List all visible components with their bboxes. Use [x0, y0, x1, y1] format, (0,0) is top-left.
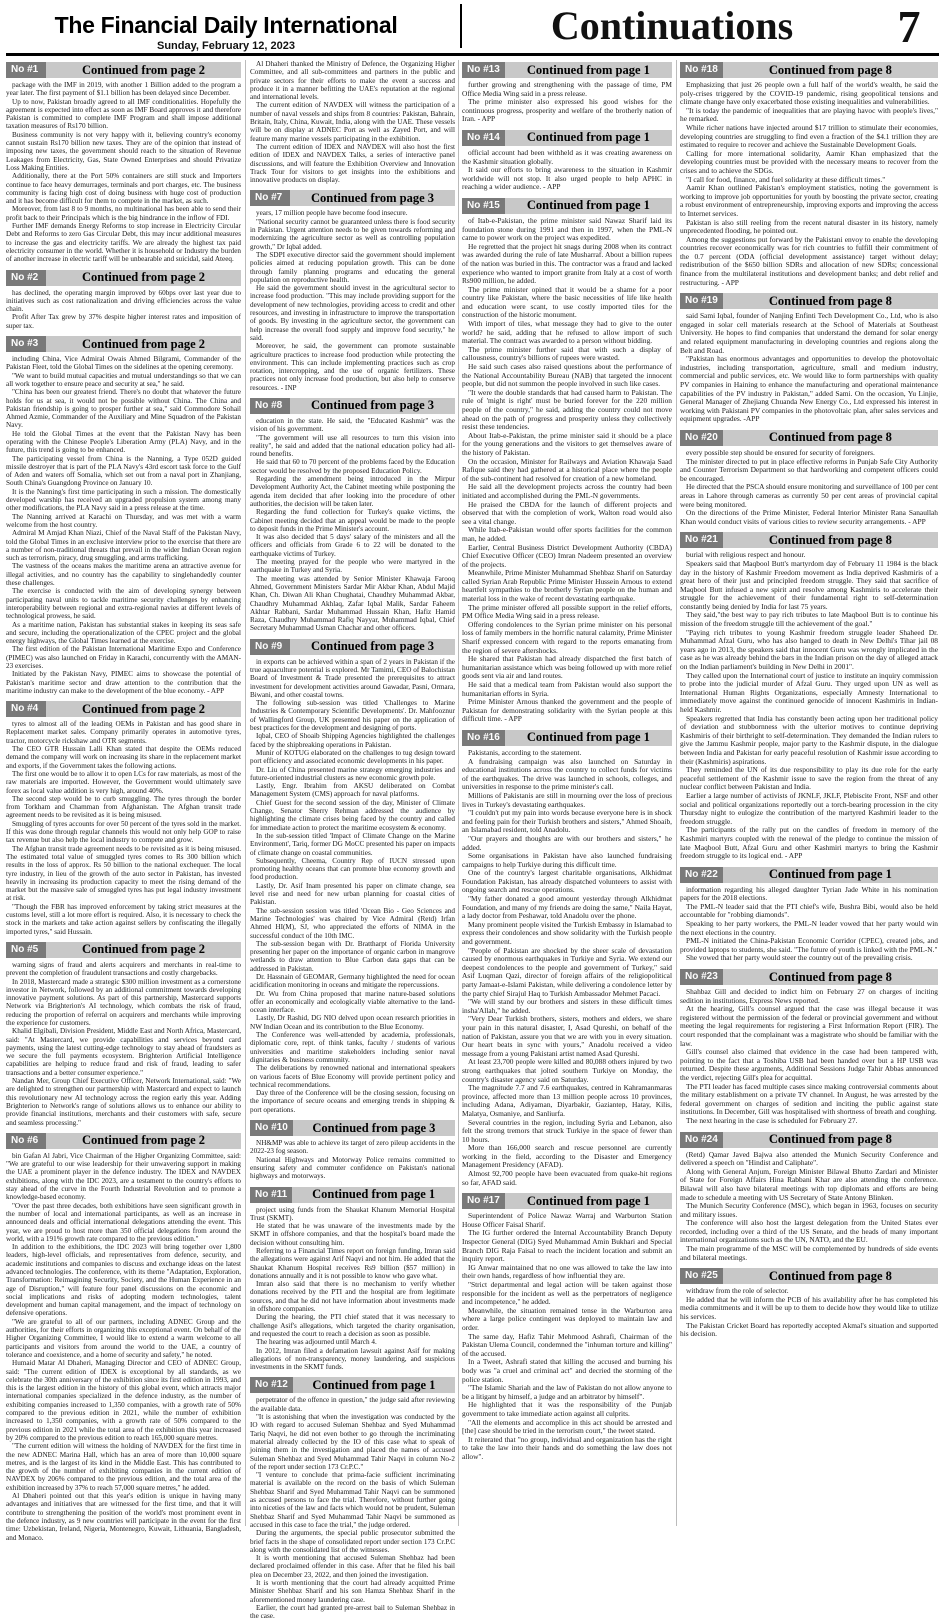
story-paragraph: NH&MP was able to achieve its target of zero pileup accidents in the 2022-23 fog season. — [250, 1139, 455, 1156]
masthead — [0, 0, 945, 52]
continuation-number: No #11 — [250, 1187, 292, 1203]
continuation-number: No #12 — [250, 1377, 293, 1393]
story-paragraph: While Itab-e-Pakistan would offer sports facilities for the common man, he added. — [462, 525, 672, 543]
continuation-header — [680, 867, 938, 883]
continuation-story — [250, 639, 455, 1114]
continuation-label: Continued from page 1 — [312, 1187, 436, 1202]
story-paragraph: perpetrator of the offence in question," the judge said after reviewing the available data. — [250, 1396, 455, 1413]
story-paragraph: Chief Guest for the second session of the day, Minister of Climate Change, Senator Sherry Rehman addressed the audience by highlighting the climate crises being faced by the country and called for immediate action to protect the maritime ecosystem & economy. — [250, 798, 455, 832]
story-paragraph: of Itab-e-Pakistan, the prime minister said Nawaz Sharif laid its foundation stone during 1991 and then in 1997, when the PML-N came to power work on the project was expedited. — [462, 215, 672, 243]
story-paragraph: burial with religious respect and honour. — [686, 550, 806, 560]
story-paragraph: More than 166,000 search and rescue personnel are currently working in the field, according to the Disaster and Emergency Management Presidency (AFAD). — [462, 1143, 672, 1170]
continuation-story — [680, 1268, 938, 1339]
continuation-number: No #15 — [462, 198, 505, 214]
story-paragraph: While richer nations have injected around $17 trillion to stimulate their economies, developing countries are struggling to find even a fraction of the $4.1 trillion they are estimated to require to recover and achieve the Sustainable Development Goals. — [680, 122, 938, 150]
header-divider — [460, 4, 462, 48]
story-paragraph: Up to now, Pakistan broadly agreed to all IMF conditionalities. Hopefully the agreement is expected into effect as soon as IMF Board approves it and therefore Pakistan is committed to complete IMF Program and shall impose additional taxation measures of Rs170 billion. — [6, 97, 241, 131]
story-paragraph: Superintendent of Police Nawaz Warraj and Warburton Station House Officer Faisal Sharif. — [462, 1211, 672, 1229]
story-paragraph: Moreover, he said, the government can promote sustainable agriculture practices to increase food production while protecting the environment. This can include implementing practices such as crop rotation, intercropping, and the use of organic fertilizers. These practices not only increase food production, but also help to conserve resources. - INP — [250, 342, 455, 392]
story-paragraph: Offering condolences to the Syrian prime minister on his personal loss of family members in the horrific natural calamity, Prime Minister Sharif expressed concern with regard to the reports emanating from the region of severe aftershocks. — [462, 619, 672, 655]
continuation-number: No #7 — [250, 190, 290, 206]
continuation-number: No #14 — [462, 130, 505, 146]
story-paragraph: The Nanning arrived at Karachi on Thursday, and was met with a warm welcome from the host country. — [6, 512, 241, 529]
masthead-left — [6, 4, 446, 52]
continuation-number: No #3 — [6, 336, 46, 352]
story-paragraph: said Sami Iqbal, founder of Nanjing Enfinti Tech Development Co., Ltd, who is also engaged in solar cell materials research at the School of Materials at Southeast University. He hopes to find companies that understand the demand for solar energy and related equipment manufacturing in developing countries and regions along the Belt and Road. — [680, 311, 938, 355]
continuation-header — [6, 701, 241, 717]
continuation-story — [6, 1133, 241, 1542]
newspaper-name: The Financial Daily International — [54, 12, 398, 38]
story-paragraph: Lastly, Dr. Asif Inam presented his paper on climate change, sea level rise and need for new urban planning for coastal cities of Pakistan. — [250, 881, 455, 907]
continuation-label: Continued from page 2 — [81, 1133, 206, 1148]
story-paragraph: "Over the past three decades, both exhibitions have seen significant growth in the number of local and international participants, as well as an increase in announced deals and official international delegations attending the event. This year, we are proud to host more than 350 official delegations from around the world, with a 191% growth rate compared to the previous edition." — [6, 1201, 241, 1243]
issue-date: Sunday, February 12, 2023 — [157, 40, 295, 52]
continuation-label: Continued from page 8 — [768, 293, 892, 308]
header-rule — [6, 53, 939, 56]
story-paragraph: The Conference was well-attended by academia, professionals, diplomatic core, rept. of think tanks, faculty / students of various universities and maritime stakeholders including senior naval dignitaries & business community. — [250, 1031, 455, 1064]
story-paragraph: He said all the development projects across the country had been initiated and accomplished during the PML-N governments. — [462, 482, 672, 500]
story-paragraph: They reminded the UN of its due responsibility to play its due role for the early peaceful settlement of the Kashmir issue to save the region from the threat of any nuclear conflict between Pakistan and India. — [680, 765, 938, 792]
story-paragraph: "I couldn't put my pain into words because everyone here is in shock and feeling pain for their Turkish brothers and sisters," Ahmed Shoaib, an Islamabad resident, told Anadolu. — [462, 808, 672, 835]
continuation-header — [462, 130, 672, 146]
continuation-label: Continued from page 8 — [768, 1132, 892, 1147]
continuation-label: Continued from page 1 — [768, 867, 892, 882]
story-paragraph: every possible step should be ensured for security of foreigners. — [686, 447, 875, 457]
story-paragraph: "Paying rich tributes to young Kashmir freedom struggle leader Shaheed Dr. Muhammad Afzal Guru, who has also hanged to death in New Delhi's Tihar jail 08 years ago in 2013, the speakers said that innocent Guru was wrongly implicated in the case as he was already behind the bars in the Indian prison on the day of alleged attack on the Indian parliament's building in New Delhi in 2001". — [680, 627, 938, 672]
story-paragraph: The Afghan transit trade agreement needs to be revisited as it is being misused. The estimated total value of smuggled tyres comes to Rs 300 billion which results in the loss of approx. Rs 50 billion to the national exchequer. The local tyre industry, in lieu of the growth of the auto sector in Pakistan, has invested heavily in increasing its production capacity to meet the rising demand of the market but the massive sale of smuggled tyres has put legal industry investment at risk. — [6, 844, 241, 903]
story-paragraph: It said our efforts to bring awareness to the situation in Kashmir worldwide will not stop. It also urged people to help APHC in reaching a wider audience. - APP — [462, 165, 672, 192]
story-paragraph: The prime minister offered all possible support in the relief efforts, PM Office Media Wing said in a press release. — [462, 602, 672, 621]
continuation-story — [6, 701, 241, 936]
story-paragraph: Dr. Hassnain of GEOMAR, Germany highlighted the need for ocean acidification monitoring in oceans and mitigate the repercussions. — [250, 972, 455, 990]
story-paragraph: Dr. Wu from China proposed that marine nature-based solutions offer an economically and ecologically viable alternative to the land-ocean interface. — [250, 989, 455, 1015]
story-paragraph: Gill's counsel also claimed that evidence in the case had been tampered with, pointing to the fact that a Toshiba USB had been handed over but a HP USB was returned. Despite these arguments, Additional Sessions Judge Tahir Abbas announced the verdict, rejecting Gill's plea for acquittal. — [680, 1047, 938, 1082]
story-paragraph: She vowed that her party would steer the country out of the prevailing crisis. — [686, 953, 913, 963]
story-paragraph: Aamir Khan outlined Pakistan's employment statistics, noting the government is working to improve job opportunities for youth by boosting the private sector, creating a robust environment of entrepreneurship, improving exports and improving the access to Internet services. — [680, 183, 938, 218]
story-paragraph: The first one would be to allow it to open LCs for raw materials, as most of the raw materials are imported. However, the Government would ultimately save forex as local value addition is very high, around 40%. — [6, 769, 241, 795]
story-paragraph: The conference will also host the largest delegation from the United States ever recorded, including over a third of the US Senate, and the heads of many important international organizations such as the UN, NATO, and the EU. — [680, 1218, 938, 1245]
story-paragraph: Speaking to her party workers, the PML-N leader vowed that her party would win the next elections in the country. — [680, 919, 938, 937]
continuation-story — [462, 130, 672, 192]
story-paragraph: Speakers said that Maqbool Butt's martyrdom day of February 11 1984 is the black day in the history of Kashmir Freedom movement as India deprived Kashmiris of a great hero of their just and principled freedom struggle. They said that sacrifice of Maqbool Butt infused a new spirit and resolve among Kashmiris to accelerate their struggle for the achievement of their fundamental right to self-determination constantly being denied by India for last 75 years. — [680, 558, 938, 611]
continuation-story — [6, 270, 241, 330]
continuation-header — [6, 942, 241, 958]
story-paragraph: Nandan Mer, Group Chief Executive Officer, Network International, said: "We are delighted to strengthen our partnership with Mastercard and expect to launch this revolutionary new AI technology across the region early this year. Adding Brighterion to Network's range of solutions allows us to enhance our ability to provide financial institutions, merchants and their customers with safe, secure and seamless processing." — [6, 1077, 241, 1127]
column-2 — [250, 60, 455, 1620]
story-paragraph: Several countries in the region, including Syria and Lebanon, also felt the strong tremors that struck Turkiye in the space of fewer than 10 hours. — [462, 1117, 672, 1144]
story-paragraph: Regarding the fund collection for Turkey's quake victims, the Cabinet meeting decided that an appeal would be made to the people to deposit funds in the Prime Minister's account. — [250, 508, 455, 533]
continuation-header — [250, 1377, 455, 1393]
story-paragraph: He praised the CBDA for the launch of different projects and observed that with the completion of work, Walton road would also see a vital change. — [462, 499, 672, 526]
story-paragraph: It was also decided that 5 days' salary of the ministers and all the officers and officials from Grade 6 to 22 will be donated to the earthquake victims of Turkey. — [250, 533, 455, 558]
continuation-header — [680, 430, 938, 446]
story-paragraph: The participating vessel from China is the Nanning, a Type 052D guided missile destroyer that is part of the PLA Navy's 43rd escort task force to the Gulf of Aden and waters off Somalia, which set out from a naval port in Zhanjiang, South China's Guangdong Province on January 10. — [6, 454, 241, 488]
story-paragraph: As a maritime nation, Pakistan has substantial stakes in keeping its seas safe and secure, including the operationalization of the CPEC project and the global energy highways, the Global Times learned at the exercise. — [6, 620, 241, 646]
story-paragraph: years, 17 million people have become food insecure. — [256, 209, 408, 218]
continuation-number: No #8 — [250, 398, 290, 414]
story-paragraph: It is worth mentioning that the court had already acquitted Prime Minister Shehbaz Sharif and his son Hamza Shehbaz Sharif in the aforementioned money laundering case. — [250, 1578, 455, 1604]
column-4 — [680, 60, 938, 1526]
continuation-label: Continued from page 2 — [81, 62, 206, 77]
story-paragraph: The current edition of IDEX and NAVDEX will also host the first edition of IDEX and NAVDEX Talks, a series of interactive panel discussions, and will feature the Exhibition Overview and Innovation Track Tour for visitors to get insights into the exhibitions and innovative products on display. — [250, 142, 455, 185]
story-paragraph: Regarding the amendment being introduced in the Mirpur Development Authority Act, the Cabinet meeting while postponing the agenda item decided that after looking into the procedure of other authorities, the decision will be taken later. — [250, 475, 455, 508]
story-paragraph: In 2018, Mastercard made a strategic $300 million investment as a cornerstone investor in Network, followed by an additional commitment towards developing innovative payment solutions. As part of this partnership, Mastercard supports Network via Brighterion's AI technology, which combats the risk of fraud, reducing the proportion of referral on acquirers and merchants while improving the experience for customers. — [6, 977, 241, 1027]
story-paragraph: Prime Minister Arnous thanked the government and the people of Pakistan for demonstrating solidarity with the Syrian people at this difficult time. - APP — [462, 697, 672, 724]
continuation-label: Continued from page 2 — [81, 336, 206, 351]
continuation-header — [6, 270, 241, 286]
story-paragraph: He highlighted that it was the responsibility of the Punjab government to take immediate action against all culprits. — [462, 1400, 672, 1418]
story-paragraph: The following sub-session was titled 'Challenges to Marine Industries & Contemporary Scientific Developments'. Dr. Mahfooznur of Wallingford Group, UK presented his paper on the application of best practices for the development and designing of ports. — [250, 699, 455, 733]
story-paragraph: Speakers regretted that India has constantly been acting upon her traditional policy of deviation and stubbornness with the ulterior motives to continue depriving Kashmiris of their birthright to self-determination. They demanded the Indian rulers to give the Jammu Kashmir people, major party to the Kashmir dispute, in the dialogue between India and Pakistan for early peaceful resolution of Kashmir issue according to their (Kashmiris) aspirations. — [680, 713, 938, 766]
story-paragraph: "The government will use all resources to turn this vision into reality", he said and added that the national education policy had all-round benefits. — [250, 433, 455, 459]
story-paragraph: The Munich Security Conference (MSC), which began in 1963, focuses on security and military issues. — [680, 1201, 938, 1219]
continuation-label: Continued from page 1 — [526, 1193, 650, 1208]
continuation-label: Continued from page 8 — [768, 62, 892, 77]
continuation-label: Continued from page 8 — [768, 1268, 892, 1283]
story-paragraph: PML-N initiated the China-Pakistan Economic Corridor (CPEC), created jobs, and provided laptops to students, she said. "The future of youth is linked with the PML-N." — [680, 936, 938, 954]
column-3 — [462, 60, 672, 1526]
continuation-label: Continued from page 8 — [768, 532, 892, 547]
continuation-number: No #20 — [680, 430, 723, 446]
story-paragraph: The hearing was adjourned until March 4. — [256, 1338, 377, 1347]
story-paragraph: On the directions of the Prime Minister, Federal Interior Minister Rana Sanaullah Khan would conduct visits of various cities to review security arrangements. - APP — [680, 508, 938, 526]
story-paragraph: The SDPI executive director said the government should implement policies aimed at reducing population growth. This can be done through family planning programs and educating the general population on reproductive health. — [250, 250, 455, 284]
continuation-header — [250, 1120, 455, 1136]
continuation-label: Continued from page 1 — [526, 730, 650, 745]
story-paragraph: Al Dhaheri thanked the Ministry of Defence, the Organizing Higher Committee, and all sub-committees and partners in the public and private sectors for their efforts to make the event a success and produce it in a manner befitting the UAE's reputation at the regional and international levels. — [250, 60, 455, 102]
story-paragraph: In 2012, Imran filed a defamation lawsuit against Asif for making allegations of non-transparency, money laundering, and suspicious investments in the SKMT funds. — [250, 1346, 455, 1372]
column-divider — [458, 60, 459, 1526]
story-paragraph: "The current edition will witness the holding of NAVDEX for the first time in the new ADNEC Marina Hall, which has an area of more than 10,000 square metres, and is the largest of its kind in the Middle East. This has contributed to the growth of the number of exhibiting companies in the current edition of NAVDEX by 206% compared to the previous edition, and the total area of the exhibition increased by 37% to reach 57,000 square metres," he added. — [6, 1442, 241, 1492]
continuation-label: Continued from page 2 — [81, 270, 206, 285]
story-paragraph: The meeting prayed for the people who were martyred in the earthquake in Turkey and Syria. — [250, 558, 455, 575]
story-paragraph: Shahbaz Gill and decided to indict him on February 27 on charges of inciting sedition in institutions, Express News reported. — [680, 987, 938, 1005]
story-paragraph: education in the state. He said, the "Educated Kashmir" was the vision of his government. — [250, 416, 455, 434]
story-paragraph: The exercise is conducted with the aim of developing synergy between participating naval units to tackle maritime security challenges by enhancing interoperability between regional and extra-regional navies at different levels of technological prowess, he said. — [6, 587, 241, 621]
continuation-story — [462, 730, 672, 1187]
story-paragraph: "All the elements and accomplice in this act should be arrested and [the] case should be tried in the terrorism court," the tweet stated. — [462, 1417, 672, 1436]
story-paragraph: The vastness of the oceans makes the maritime arena an attractive avenue for illegal activities, and no country has the capability to singlehandedly counter these challenges. — [6, 562, 241, 588]
continuation-header — [462, 198, 672, 214]
continuation-label: Continued from page 3 — [310, 639, 435, 654]
story-paragraph: "People of Pakistan are shocked by the sheer scale of devastation caused by enormous earthquakes in Turkiye and Syria. We extend our deepest condolences to the people and government of Turkey," said Asif Luqman Qazi, director of foreign affairs of the religiopolitical party Jamaat-e-Islami Pakistan, while delivering a condolence letter by the party chief Sirajul Haq to Turkish Ambassador Mehmet Pacaci. — [462, 945, 672, 998]
story-paragraph: Munir of KOTUG elaborated on the challenges to tug design toward port efficiency and associated economic developments in his paper. — [250, 748, 455, 766]
continuation-label: Continued from page 1 — [526, 198, 650, 213]
story-paragraph: A fundraising campaign was also launched on Saturday in educational institutions across the country to collect funds for victims of the earthquakes. The drive was launched in schools, colleges, and universities in response to the prime minister's call. — [462, 756, 672, 792]
continuation-story — [6, 942, 241, 1127]
continuation-story — [680, 293, 938, 424]
continuation-number: No #17 — [462, 1193, 505, 1209]
story-paragraph: Subsequently, Cheema, Country Rep of IUCN stressed upon promoting healthy oceans that can promote blue economy growth and food production. — [250, 856, 455, 882]
story-paragraph: The first edition of the Pakistan International Maritime Expo and Conference (PIMEC) was also launched on Friday in Karachi, concurrently with the AMAN-23 exercises. — [6, 645, 241, 670]
continuation-header — [462, 1193, 672, 1209]
story-paragraph: "I call for food, finance, and fuel solidarity at these difficult times." — [686, 174, 886, 184]
continuation-header — [6, 336, 241, 352]
story-paragraph: Millions of Pakistanis are still in mourning over the loss of precious lives in Turkey's devastating earthquakes. — [462, 790, 672, 809]
story-paragraph: "Pakistan has enormous advantages and opportunities to develop the photovoltaic industries, including transportation, agriculture, small and medium industry, commercial and public services, etc. We would like to form partnerships with quality PV companies in Haining to enhance the manufacturing and operational maintenance capabilities of the PV industry in Pakistan," added Sami. On the occasion, Yu Linjie, General Manager of Zhejiang Chuanda New Energy Co., Ltd expressed his interest in working with Pakistani PV companies in the photovoltaic plan, after sales services and equipment upgrades. -APP — [680, 354, 938, 424]
story-paragraph: Lastly, Engr. Ibrahim from AKSU deliberated on Combat Management System (CMS) approach for naval platforms. — [250, 782, 455, 799]
story-paragraph: In addition to the exhibitions, the IDC 2023 will bring together over 1,800 leaders, high-level officials, and representatives from defence, security, and academic institutions and companies to discuss and exchange ideas on the latest advanced technologies. The conference, with its theme "Adaptation, Exploration, Transformation: Reimagining Security, Society, and the Human Experience in an age of Disruption," will feature four panel discussions on the economic and social implications and risks of adopting modern technologies, talent development and human capital management, and the impact of technology on defensive operations. — [6, 1243, 241, 1318]
story-paragraph: Among the suggestions put forward by the Pakistani envoy to enable the developing countries recover economically was for rich countries to fulfill their commitment of the 0.7 percent (ODA (official development assistance) target without delay; redistribution of the $650 billion SDRs and allocation of new SDRs; concessional finance from the multilateral institutions and development banks; and debt relief and restructuring. - APP — [680, 234, 938, 287]
continuation-number: No #25 — [680, 1268, 723, 1284]
story-paragraph: Al Dhaheri pointed out that this year's edition is unique in having many advantages and initiatives that are witnessed for the first time, and that it will contribute to strengthening the position of the world's most prominent event in the defence industry, as 9 new countries will participate in the event for the first time: Uzbekistan, Ireland, Nigeria, Montenegro, Kuwait, Lithuania, Bangladesh, and Monaco. — [6, 1492, 241, 1542]
continuation-header — [250, 190, 455, 206]
story-paragraph: Day three of the Conference will be the closing session, focusing on the importance of secure oceans and emerging trends in shipping & port operations. — [250, 1089, 455, 1114]
story-paragraph: package with the IMF in 2019, with another 1 Billion added to the program a year later. The first payment of $1.1 billion has been delayed since December. — [6, 81, 241, 98]
story-paragraph: The participants of the rally put on the candles of freedom in memory of the Kashmiri martyrs coupled with the renewal of the pledge to continue the mission of late Maqbool Butt, Afzal Guru and other Kashmiri martyrs to bring the Kashmir freedom struggle to its logical end. - APP — [680, 825, 938, 861]
story-paragraph: The current edition of NAVDEX will witness the participation of a number of naval vessels and ships from 8 countries: Pakistan, Bahrain, Britain, Italy, China, Kuwait, India, along with the UAE. These vessels will be on display at ADNEC Port as well as Zayed Port, and will feature many marine vessels participating in the exhibition. — [250, 101, 455, 143]
story-paragraph: "China has been our greatest friend. There's no doubt that whatever the future holds for us at sea, it would not be possible without China. The China and Pakistan friendship is going to prosper further at sea," said Commodore Sohail Ahmed Azmie, Commander of the Auxiliary and Mine Squadron of the Pakistan Navy. — [6, 388, 241, 430]
story-paragraph: "Strict departmental and legal action will be taken against those responsible for the incident as well as the perpetrators of negligence and incompetence," he added. — [462, 1280, 672, 1307]
continuation-story — [250, 1187, 455, 1372]
continuation-header — [6, 1133, 241, 1149]
story-paragraph: The minister directed to put in place effective reforms in Punjab Safe City Authority and Counter Terrorism Department so that hardworking and competent officers could be encouraged. — [680, 456, 938, 483]
story-paragraph: Meanwhile, the situation remained tense in the Warburton area where a large police contingent was deployed to maintain law and order. — [462, 1305, 672, 1332]
story-paragraph: Earlier, the court had granted pre-arrest bail to Suleman Shehbaz in the case. — [250, 1603, 455, 1620]
story-paragraph: Further IMF demands Energy Reforms to stop increase in Electricity Circular Debt and Reforms to zero Gas Circular Debt, this may incur additional measures to increase the gas and electricity tariffs. We are already the highest tax paid electricity consumer in the world. Whether it is household or Industry the burden of another increase in electric tariff will be unbearable and suicidal, said Ateeq. — [6, 222, 241, 264]
continuation-label: Continued from page 3 — [310, 398, 435, 413]
story-paragraph: He said the government should invest in the agricultural sector to increase food production. "This may include providing support for the development of new technologies, providing access to credit and other resources, and investing in infrastructure to improve the transportation of goods. By investing in the agriculture sector, the government can help increase the overall food supply and improve food security," he said. — [250, 284, 455, 342]
story-paragraph: The IG further ordered the Internal Accountability Branch Deputy Inspector General (DIG) Syed Muhammad Amin Bukhari and Special Branch DIG Raja Faisal to reach the incident location and submit an inquiry report. — [462, 1228, 672, 1264]
continuation-story — [462, 198, 672, 724]
continuation-header — [462, 62, 672, 78]
story-paragraph: The magnitude 7.7 and 7.6 earthquakes, centred in Kahramanmaras province, affected more than 13 million people across 10 provinces, including Adana, Adiyaman, Diyarbakir, Gaziantep, Hatay, Kilis, Malatya, Osmaniye, and Sanliurfa. — [462, 1083, 672, 1118]
story-paragraph: Calling for more international solidarity, Aamir Khan emphasized that the developing countries must be provided with the necessary means to recover from the crises and to achieve the SDGs. — [680, 148, 938, 175]
story-paragraph: project using funds from the Shaukat Khanum Memorial Hospital Trust (SKMT). — [250, 1205, 455, 1222]
continuation-number: No #2 — [6, 270, 46, 286]
continuation-number: No #18 — [680, 62, 723, 78]
story-paragraph: Moreover, from last 8 to 9 months, no multinational has been able to send their profit back to their Principals which is the big hindrance in the inflow of FDI. — [6, 205, 241, 222]
story-paragraph: Initiated by the Pakistan Navy, PIMEC aims to showcase the potential of Pakistan's maritime sector and draw attention to the contribution that the maritime industry can make to the development of the blue economy. - APP — [6, 670, 241, 695]
continuation-number: No #6 — [6, 1133, 46, 1149]
story-paragraph: He stated that he was unaware of the investments made by the SKMT in offshore companies, and that the hospital's board made the decision without consulting him. — [250, 1222, 455, 1247]
story-paragraph: "We are grateful to all of our partners, including ADNEC Group and the authorities, for their efforts in organizing this exceptional event. On behalf of the Higher Organizing Committee, I would like to extend a warm welcome to all participants and visitors from around the world to the UAE, a country of tolerance and coexistence, and a home of security and safety," he noted. — [6, 1317, 241, 1359]
story-paragraph: Some organisations in Pakistan have also launched fundraising campaigns to help Turkiye during this difficult time. — [462, 851, 672, 869]
story-paragraph: "My father donated a good amount yesterday through Alkhidmat Foundation, and many of my friends are doing the same," Naila Hayat, a lady doctor from Peshawar, told Anadolu over the phone. — [462, 894, 672, 921]
column-divider — [245, 60, 246, 1526]
section-title: Continuations — [550, 3, 794, 48]
continuation-number: No #10 — [250, 1120, 293, 1136]
story-paragraph: Referring to a Financial Times report on foreign funding, Imran said the allegations were against Arif Naqvi and not him. He added that the Shaukat Khanum Hospital receives Rs9 billion ($57 million) in donations annually and it is not possible to know who gave what. — [250, 1247, 455, 1280]
story-paragraph: Pakistanis, according to the statement. — [468, 747, 582, 757]
story-paragraph: bin Gafan Al Jabri, Vice Chairman of the Higher Organizing Committee, said: "We are grateful to our wise leadership for their unwavering support in making the UAE a prominent player in the defence industry. The IDEX and NAVDEX exhibitions, along with the IDC 2023, are a testament to the country's efforts to stay ahead of the curve in the Fourth Industrial Revolution and to promote a knowledge-based economy. — [6, 1151, 241, 1202]
continuation-label: Continued from page 8 — [768, 969, 892, 984]
story-paragraph: Khalid Elgibali, Division President, Middle East and North Africa, Mastercard, said: "At Mastercard, we provide capabilities and services beyond card payments, using the latest cutting-edge technology to stay ahead of fraudsters as we secure the full payments ecosystem. Brighterion Artificial Intelligence capabilities are helping to reduce fraud and risk of fraud, leading to safer transactions and a better consumer experience." — [6, 1027, 241, 1077]
continuation-number: No #4 — [6, 701, 46, 717]
continuation-story — [6, 336, 241, 695]
story-paragraph: The next hearing in the case is scheduled for February 27. — [686, 1115, 858, 1125]
continuation-number: No #23 — [680, 969, 723, 985]
story-paragraph: Admiral M Amjad Khan Niazi, Chief of the Naval Staff of the Pakistan Navy, told the Global Times in an exclusive interview prior to the exercise that there are a number of non-traditional threats that prevail in the wider Indian Ocean region such as terrorism, piracy, drug smuggling, and arms trafficking. — [6, 529, 241, 563]
story-paragraph: Earlier, Central Business District Development Authority (CBDA) Chief Executive Officer (CEO) Imran Nadeem presented an overview of the projects. — [462, 542, 672, 569]
story-paragraph: It is worth mentioning that accused Suleman Shehbaz had been declared proclaimed offender in this case. After that he filed his bail plea on December 23, 2022, and then joined the investigation. — [250, 1554, 455, 1579]
continuation-header — [250, 639, 455, 655]
story-paragraph: The CEO GTR Hussain Lalli Khan stated that despite the OEMs reduced demand the company will work on increasing its share in the replacement market and exports, if the Government takes the following actions. — [6, 745, 241, 770]
continuation-story — [462, 62, 672, 124]
continuation-header — [6, 62, 241, 78]
story-paragraph: Almost 92,700 people have been evacuated from quake-hit regions so far, AFAD said. — [462, 1169, 672, 1187]
continuation-story — [680, 430, 938, 526]
continuation-label: Continued from page 2 — [81, 942, 206, 957]
story-paragraph: He added that he will inform the PCB of his availability after he has completed his media commitments and it will be up to them to decide how they would like to utilize his services. — [680, 1294, 938, 1322]
story-paragraph: Smuggling of tyres accounts for over 50 percent of the tyres sold in the market. If this was done through regular channels this would not only help GOP to raise tax revenue but also help the local industry to compete and grow. — [6, 819, 241, 845]
story-paragraph: About Itab-e-Pakistan, the prime minister said it should be a place for the young generations and the visitors to get themselves aware of the history of Pakistan. — [462, 430, 672, 457]
story-paragraph: They said,"the best way to pay rich tributes to late Maqbool Butt is to continue his mission of the freedom struggle till the achievement of the goal." — [680, 610, 938, 629]
story-paragraph: "We will stand by our brothers and sisters in these difficult times insha'Allah," he added. — [462, 997, 672, 1015]
story-paragraph: During the hearing, the PTI chief stated that it was necessary to challenge Asif's allegations, which targeted the charity organisation, and requested the court to reach a decision as soon as possible. — [250, 1313, 455, 1338]
story-paragraph: Additionally, there at the Port 50% containers are still stuck and Importers continue to face heavy demurrages, terminals and port charges, etc. The business community is facing high cost of doing business with huge cost of production and it has become difficult for them to compete in the market, as such. — [6, 172, 241, 206]
continuation-number: No #1 — [6, 62, 46, 78]
continuation-header — [680, 62, 938, 78]
story-paragraph: In a Tweet, Ashrafi stated that killing the accused and burning his body was "a cruel and criminal act" and decried the storming of the police station. — [462, 1357, 672, 1384]
story-paragraph: Lastly, Dr Rashid, DG NIO delved upon ocean research priorities in NW Indian Ocean and its contribution to the Blue Economy. — [250, 1014, 455, 1031]
story-paragraph: It is the Nanning's first time participating in such a mission. The domestically developed warship has received an upgraded propulsion system among many other modifications, the PLA Navy said in a press release at the time. — [6, 487, 241, 513]
continuation-story — [680, 532, 938, 860]
continuation-header — [250, 1187, 455, 1203]
story-paragraph: Humaid Matar Al Dhaheri, Managing Director and CEO of ADNEC Group, said: "The current edition of IDEX is exceptional by all standards, as we celebrate the 30th anniversary of the exhibition since its first edition in 1993, and this is the largest edition in the history of this global event, which attracts major international companies specialized in the defence industry, as the number of exhibiting companies increased to 1,350 companies, with a growth rate of 50% compared to the previous edition in 2021, while the number of exhibition increased to 1,350 companies, with a growth rate of 50% compared to the previous edition in 2021 while the total area of the exhibition this year increased by 20% compared to the previous edition to reach 165,000 square metres. — [6, 1359, 241, 1442]
continuation-header — [250, 398, 455, 414]
continuation-header — [680, 293, 938, 309]
continuation-story — [250, 1377, 455, 1620]
continuation-header — [462, 730, 672, 746]
story-paragraph: "Though the FBR has improved enforcement by taking strict measures at the customs level, still a lot more effort is required. Also, it is necessary to check the stock in the markets and take action against sellers by confiscating the illegally imported tyres," said Hussain. — [6, 902, 241, 936]
story-paragraph: further growing and strengthening with the passage of time, PM Office Media Wing said in a press release. — [462, 80, 672, 98]
story-paragraph: Emphasizing that just 26 people own a full half of the world's wealth, he said the poly-crises triggered by the COVID-19 pandemic, rising geopolitical tensions and climate change have only exacerbated those existing inequalities and vulnerabilities. — [680, 80, 938, 107]
story-paragraph: The second step would be to curb smuggling. The tyres through the border from Torkham and Chamman from Afghanistan. The Afghan transit trade agreement needs to be revisited as it is being misused. — [6, 794, 241, 820]
continuation-number: No #9 — [250, 639, 290, 655]
story-paragraph: The PML-N leader said that the PTI chief's wife, Bushra Bibi, would also be held accountable for "robbing diamonds". — [680, 901, 938, 920]
story-paragraph: tyres to almost all of the leading OEMs in Pakistan and has good share in Replacement market sales. Company primarily operates in automotive tyres, tractor, motorcycle rickshaw and OTR segments. — [6, 720, 241, 745]
continuation-story — [680, 62, 938, 287]
story-paragraph: has declined, the operating margin improved by 60bps over last year due to initiatives such as cost rationalization and driving efficiencies across the value chain. — [6, 288, 241, 314]
continuation-story — [250, 398, 455, 633]
story-paragraph: Many prominent people visited the Turkish Embassy in Islamabad to express their condolences and show solidarity with the Turkish people and government. — [462, 919, 672, 947]
story-paragraph: (Retd) Qamar Javed Bajwa also attended the Munich Security Conference and delivered a speech on "Hindist and Caliphate". — [680, 1149, 938, 1168]
continuation-header — [680, 1132, 938, 1148]
story-paragraph: He told the Global Times at the event that the Pakistan Navy has been operating with the Chinese People's Liberation Army (PLA) Navy, and in the future, this trend is going to be enhanced. — [6, 429, 241, 455]
story-paragraph: It reiterated that "no group, individual and organization has the right to take the law into their hands and do something the law does not allow". — [462, 1434, 672, 1461]
story-paragraph: official account had been withheld as it was creating awareness on the Kashmir situation globally. — [462, 147, 672, 166]
column-1 — [6, 60, 241, 1542]
continuation-number: No #21 — [680, 532, 723, 548]
continuation-label: Continued from page 1 — [526, 62, 650, 77]
story-paragraph: They called upon the International court of justice to institute an inquiry commission to probe into the judicial murder of Afzal Guru. They urged upon UN as well as International Human Rights Organizations, especially Amnesty International to immediately move against the continued genocide of innocent Kashmiris in Indian-held Kashmir. — [680, 670, 938, 714]
continuation-label: Continued from page 1 — [312, 1377, 436, 1392]
story-paragraph: The prime minister also expressed his good wishes for the continuous progress, prosperity and welfare of the brotherly nation of Iran. - APP — [462, 97, 672, 124]
story-paragraph: "I venture to conclude that prima-facie sufficient incriminating material is available on the record on the basis of which Suleman Shehbaz Sharif and Syed Muhammad Tahir Naqvi can be summoned as accused persons to face the trial. Therefore, without further going into niceties of the law and facts which would not be prudent, Suleman Shehbaz Sharif and Syed Muhammad Tahir Naqvi be summoned as accused in this case to face the trial," the judge ordered. — [250, 1471, 455, 1529]
story-paragraph: "It is astonishing that when the investigation was conducted by the IO with regard to accused Suleman Shehbaz and Syed Muhammad Tariq Naqvi, he did not even bother to go through the incriminating material already collected by the IO of this case what to speak of joining them in the investigation and placed the names of accused Suleman Shehbaz and Syed Muhammad Tahir Naqvi in column No-2 of the report under section 173 Cr.P.C." — [250, 1413, 455, 1471]
story-paragraph: He regretted that the project hit snags during 2008 when its contract was awarded during the rule of late Musharraf. About a billion rupees of the nation was buried in this. The contractor was a fraud and lacked experience who wanted to import granite from Italy at a cost of worth Rs900 million, he added. — [462, 241, 672, 286]
story-paragraph: "Very Dear Turkish brothers, sisters, mothers and elders, we share your pain in this natural disaster, I, Asad Qureshi, on behalf of the nation of Pakistan, assure you that we are with you in every situation. Our heart beats in sync with yours," Anadolu received a video message from a young Pakistani artist named Asad Qureshi. — [462, 1014, 672, 1058]
story-paragraph: The deliberations by renowned national and international speakers on various facets of Blue Economy will provide pertinent policy and technical recommendations. — [250, 1064, 455, 1089]
continuation-story — [462, 1193, 672, 1461]
story-paragraph: "We want to build mutual capacities and mutual understandings so that we can all work together to ensure peace and security at sea," he said. — [6, 371, 241, 388]
story-paragraph: warning signs of fraud and alerts acquirers and merchants in real-time to prevent the completion of fraudulent transactions and costly chargebacks. — [6, 960, 241, 978]
story-paragraph: National Highways and Motorway Police remains committed to ensuring safety and commuter confidence on Pakistan's national highways and motorways. — [250, 1155, 455, 1181]
story-paragraph: The sub-session session was titled 'Ocean Bio - Geo Sciences and Marine Technologies' was chaired by Vice Admiral (Retd) Irfan Ahmed HI(M), SJ, who appreciated the efforts of NIMA in the successful conduct of the 10th IMC. — [250, 906, 455, 940]
continuation-number: No #13 — [462, 62, 505, 78]
story-paragraph: in exports can be achieved within a span of 2 years in Pakistan if the true aquaculture potential is explored. Mr Tamimi, CEO of Balochistan Board of Investment & Trade presented the prerequisites to attract investment for development activities around Gawadar, Pasni, Ormara, Biwani, and other coastal towns. — [250, 657, 455, 699]
continuation-header — [680, 532, 938, 548]
story-paragraph: "It is today the pandemic of inequalities that are playing havoc with people's lives," he remarked. — [680, 105, 938, 124]
story-paragraph: withdraw from the role of selector. — [686, 1286, 789, 1296]
story-paragraph: He said that a medical team from Pakistan would also support the humanitarian efforts in Syria. — [462, 680, 672, 698]
story-paragraph: The prime minister further said that with such a display of callousness, country's billions of rupees were wasted. — [462, 344, 672, 363]
story-paragraph: information regarding his alleged daughter Tyrian Jade White in his nomination papers for the 2018 elections. — [680, 884, 938, 903]
continuation-label: Continued from page 1 — [526, 130, 650, 145]
story-paragraph: During the arguments, the special public prosecutor submitted the brief facts in the shape of consolidated report under section 173 Cr.P.C along with the consolidated list of the witnesses. — [250, 1529, 455, 1554]
story-paragraph: At least 23,700 people were killed and 80,088 others injured by two strong earthquakes that jolted southern Turkiye on Monday, the country's disaster agency said on Saturday. — [462, 1057, 672, 1084]
story-paragraph: Along with General Anjum, Foreign Minister Bilawal Bhutto Zardari and Minister of State for Foreign Affairs Hina Rabbani Khar are also attending the conference. Bilawal will also have bilateral meetings with top diplomats and efforts are being made to schedule a meeting with US Secretary of State Antony Blinken. — [680, 1166, 938, 1202]
continuation-number: No #19 — [680, 293, 723, 309]
continuation-story — [680, 1132, 938, 1263]
story-paragraph: On the occasion, Minister for Railways and Aviation Khawaja Saad Rafique said they had gathered at a historical place where the people of the sub-continent had resolved for creation of a new homeland. — [462, 456, 672, 483]
story-paragraph: In the sub-session titled 'Impact of Climate Change on the Marine Environment', Tariq, former DG MoCC presented his paper on impacts of climate change on coastal communities. — [250, 831, 455, 857]
story-paragraph: Iqbal, CEO of Shoaib Shipping Agencies highlighted the challenges faced by the shipbreaking operations in Pakistan. — [250, 732, 455, 749]
story-paragraph: "National security cannot be guaranteed unless there is food security in Pakistan. Urgent attention needs to be given towards reforming and modernizing the agriculture sector as well as controlling population growth," Dr Iqbal added. — [250, 217, 455, 251]
story-paragraph: The sub-session began with Dr. Brattharpt of Florida University presenting her paper on the importance of organic carbon in mangrove wetlands to draw attention to Blue Carbon data gaps that can be addressed in Pakistan. — [250, 939, 455, 973]
continuation-story — [250, 60, 455, 184]
continuation-story — [250, 190, 455, 392]
continuation-header — [680, 969, 938, 985]
continuation-number: No #24 — [680, 1132, 723, 1148]
story-paragraph: One of the country's largest charitable organisations, Alkhidmat Foundation Pakistan, has already dispatched volunteers to assist with ongoing search and rescue operations. — [462, 868, 672, 895]
story-paragraph: At the hearing, Gill's counsel argued that the case was illegal because it was registered without the permission of the federal or provincial government and without meeting the legal requirements for registering a First Information Report (FIR). The court responded that the complainant was a magistrate who should be familiar with the law. — [680, 1004, 938, 1048]
story-paragraph: Pakistan is also still reeling from the recent natural disaster in its history, namely unprecedented flooding, he pointed out. — [680, 217, 938, 236]
story-paragraph: Business community is not very happy with it, believing country's economy cannot sustain Rs170 billion new taxes. They are of the opinion that instead of imposing new taxes, the government should reach to the situation of Revenue Leakages from Electricity, Gas, State Owned Enterprises and should Privatize Loss Making Entities. — [6, 130, 241, 172]
story-paragraph: The PTI leader has faced multiple cases since making controversial comments about the military establishment on a private TV channel. In August, he was arrested by the federal government on charges of sedition and inciting the public against state institutions. In December, Gill was hospitalised with shortness of breath and coughing. — [680, 1081, 938, 1117]
story-paragraph: including China, Vice Admiral Owais Ahmed Bilgrami, Commander of the Pakistan Fleet, told the Global Times on the sidelines at the opening ceremony. — [6, 355, 241, 372]
continuation-label: Continued from page 3 — [310, 190, 435, 205]
story-paragraph: Imran also said that there is no mechanism to verify whether donations received by the PTI and the hospital are from legitimate sources, and that he did not have information about investments made in offshore companies. — [250, 1280, 455, 1314]
story-paragraph: Meanwhile, Prime Minister Muhammad Shehbaz Sharif on Saturday called Syrian Arab Republic Prime Minister Hussein Arnous to extend heartfelt sympathies to the brotherly Syrian people on the human and material loss in the wake of recent devastating earthquake. — [462, 568, 672, 604]
continuation-number: No #16 — [462, 730, 505, 746]
story-paragraph: He directed that the PSCA should ensure monitoring and surveillance of 100 per cent areas in Lahore through cameras as currently 50 per cent areas of provincial capital were being monitored. — [680, 482, 938, 509]
continuation-label: Continued from page 8 — [768, 430, 892, 445]
continuation-story — [680, 969, 938, 1126]
continuation-label: Continued from page 3 — [312, 1120, 436, 1135]
story-paragraph: The meeting was attended by Senior Minister Khawaja Farooq Ahmed, Government Ministers Sardar Mir Akbar Khan, Abdul Majid Khan, Ch. Diwan Ali Khan Chughatai, Chaudhry Muhammad Akbar, Chaudhry Muhammad Akhlaq, Zafar Iqbal Malik, Sardar Faheem Akhtar Rabbani, Sardar Muhammad Hussain Khan, Hafiz Hamid Raza, Chaudhry Muhammad Rafiq Nayyar, Muhammad Iqbal, Chief Secretary Muhammad Usman Chachar and other officers. — [250, 574, 455, 633]
story-paragraph: "The Islamic Shariah and the law of Pakistan do not allow anyone to be a litigant by himself, a judge and an arbitrator by himself". — [462, 1383, 672, 1401]
story-paragraph: IG Anwar maintained that no one was allowed to take the law into their own hands, regardless of how influential they are. — [462, 1262, 672, 1281]
continuation-label: Continued from page 2 — [81, 701, 206, 716]
story-paragraph: He said that 60 to 70 percent of the problems faced by the Education sector would be resolved by the proposed Education Policy. — [250, 458, 455, 475]
story-paragraph: With import of tiles, what message they had to give to the outer world? he said, adding that he refused to allow import of such material. The contract was awarded to a person without bidding. — [462, 319, 672, 346]
story-paragraph: He said such cases also raised questions about the performance of the National Accountability Bureau (NAB) that targeted the innocent people, but did not summon the people involved in such like cases. — [462, 362, 672, 389]
continuation-story — [680, 867, 938, 963]
story-paragraph: He shared that Pakistan had already dispatched the first batch of humanitarian assistance which was being followed up with more relief goods sent via air and land routes. — [462, 654, 672, 681]
page-number: 7 — [897, 1, 921, 52]
story-paragraph: The main programme of the MSC will be complemented by hundreds of side events and bilateral meetings. — [680, 1244, 938, 1262]
continuation-header — [680, 1268, 938, 1284]
story-paragraph: "Our prayers and thoughts are with our brothers and sisters," he added. — [462, 833, 672, 852]
story-paragraph: Dr. Liu of China presented marine strategy emerging industries and future-oriented industrial clusters as new economic growth pole. — [250, 765, 455, 782]
story-paragraph: "It were the double standards that had caused harm to Pakistan. The rule of 'might is right' must be buried forever for the 220 million people of the country," he said, adding the country could not move ahead on the path of progress and prosperity unless they collectively resist these tendencies. — [462, 387, 672, 432]
continuation-number: No #22 — [680, 867, 723, 883]
story-paragraph: The same day, Hafiz Tahir Mehmood Ashrafi, Chairman of the Pakistan Ulema Council, condemned the "inhuman torture and killing" of the accused. — [462, 1331, 672, 1358]
story-paragraph: The prime minister opined that it would be a shame for a poor country like Pakistan, where the basic necessities of life like health and education were scant, to use costly imported tiles for the construction of the historic monument. — [462, 284, 672, 320]
story-paragraph: The Pakistan Cricket Board has reportedly accepted Akmal's situation and supported his decision. — [680, 1320, 938, 1339]
column-divider — [676, 60, 677, 1526]
continuation-number: No #5 — [6, 942, 46, 958]
story-paragraph: Profit After Tax grew by 37% despite higher interest rates and imposition of super tax. — [6, 313, 241, 330]
story-paragraph: Earlier a large number of activists of JKNLF, JKLF, Plebiscite Front, NSF and other social and political organizations reportedly out a torch-bearing procession in the city Thursday night to eulogize the contribution of the martyred Kashmiri leader to the freedom struggle. — [680, 790, 938, 826]
continuation-story — [6, 62, 241, 264]
continuation-story — [250, 1120, 455, 1180]
